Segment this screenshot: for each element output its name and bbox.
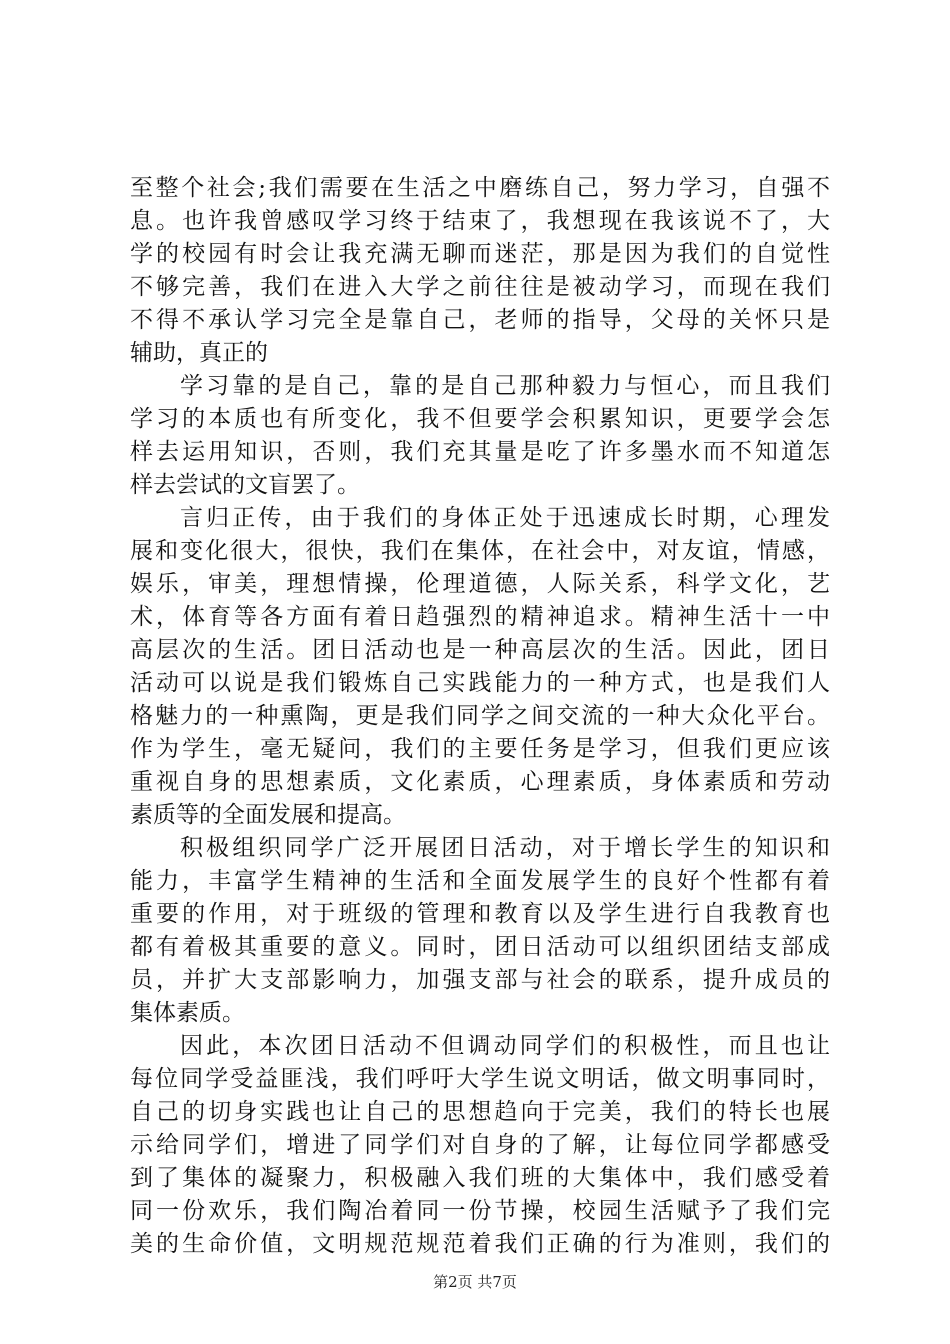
text-line: 集体素质。 <box>130 1000 245 1026</box>
text-line: 高层次的生活。团日活动也是一种高层次的生活。因此，团日 <box>130 637 830 663</box>
text-line: 同一份欢乐，我们陶冶着同一份节操，校园生活赋予了我们完 <box>130 1198 830 1224</box>
text-line: 素质等的全面发展和提高。 <box>130 802 406 828</box>
text-line: 不够完善，我们在进入大学之前往往是被动学习，而现在我们 <box>130 274 830 300</box>
text-line: 到了集体的凝聚力，积极融入我们班的大集体中，我们感受着 <box>130 1165 830 1191</box>
text-line: 自己的切身实践也让自己的思想趋向于完美，我们的特长也展 <box>130 1099 830 1125</box>
text-line: 展和变化很大，很快，我们在集体，在社会中，对友谊，情感， <box>130 538 830 564</box>
text-line: 学的校园有时会让我充满无聊而迷茫，那是因为我们的自觉性 <box>130 241 830 267</box>
text-line: 至整个社会;我们需要在生活之中磨练自己，努力学习，自强不 <box>130 175 830 201</box>
text-line: 能力，丰富学生精神的生活和全面发展学生的良好个性都有着 <box>130 868 830 894</box>
text-line: 示给同学们，增进了同学们对自身的了解，让每位同学都感受 <box>130 1132 830 1158</box>
text-line: 格魅力的一种熏陶，更是我们同学之间交流的一种大众化平台。 <box>130 703 830 729</box>
text-line: 息。也许我曾感叹学习终于结束了，我想现在我该说不了，大 <box>130 208 830 234</box>
text-line: 样去尝试的文盲罢了。 <box>130 472 360 498</box>
text-line: 言归正传，由于我们的身体正处于迅速成长时期，心理发 <box>180 505 830 531</box>
text-line: 重视自身的思想素质，文化素质，心理素质，身体素质和劳动 <box>130 769 830 795</box>
text-line: 术，体育等各方面有着日趋强烈的精神追求。精神生活十一中 <box>130 604 830 630</box>
text-line: 积极组织同学广泛开展团日活动，对于增长学生的知识和 <box>180 835 830 861</box>
text-line: 因此，本次团日活动不但调动同学们的积极性，而且也让 <box>180 1033 830 1059</box>
text-line: 娱乐，审美，理想情操，伦理道德，人际关系，科学文化，艺 <box>130 571 830 597</box>
text-line: 活动可以说是我们锻炼自己实践能力的一种方式，也是我们人 <box>130 670 830 696</box>
text-line: 员，并扩大支部影响力，加强支部与社会的联系，提升成员的 <box>130 967 830 993</box>
text-line: 美的生命价值，文明规范规范着我们正确的行为准则，我们的 <box>130 1231 830 1257</box>
text-line: 学习的本质也有所变化，我不但要学会积累知识，更要学会怎 <box>130 406 830 432</box>
body-text <box>130 172 830 1261</box>
text-line: 样去运用知识，否则，我们充其量是吃了许多墨水而不知道怎 <box>130 439 830 465</box>
text-line: 辅助，真正的 <box>130 340 268 366</box>
text-line: 学习靠的是自己，靠的是自己那种毅力与恒心，而且我们 <box>180 373 830 399</box>
text-line: 不得不承认学习完全是靠自己，老师的指导，父母的关怀只是 <box>130 307 830 333</box>
text-line: 都有着极其重要的意义。同时，团日活动可以组织团结支部成 <box>130 934 830 960</box>
text-line: 重要的作用，对于班级的管理和教育以及学生进行自我教育也 <box>130 901 830 927</box>
text-line: 作为学生，毫无疑问，我们的主要任务是学习，但我们更应该 <box>130 736 830 762</box>
page-footer: 第2页 共7页 <box>433 1273 517 1291</box>
text-line: 每位同学受益匪浅，我们呼吁大学生说文明话，做文明事同时， <box>130 1066 830 1092</box>
